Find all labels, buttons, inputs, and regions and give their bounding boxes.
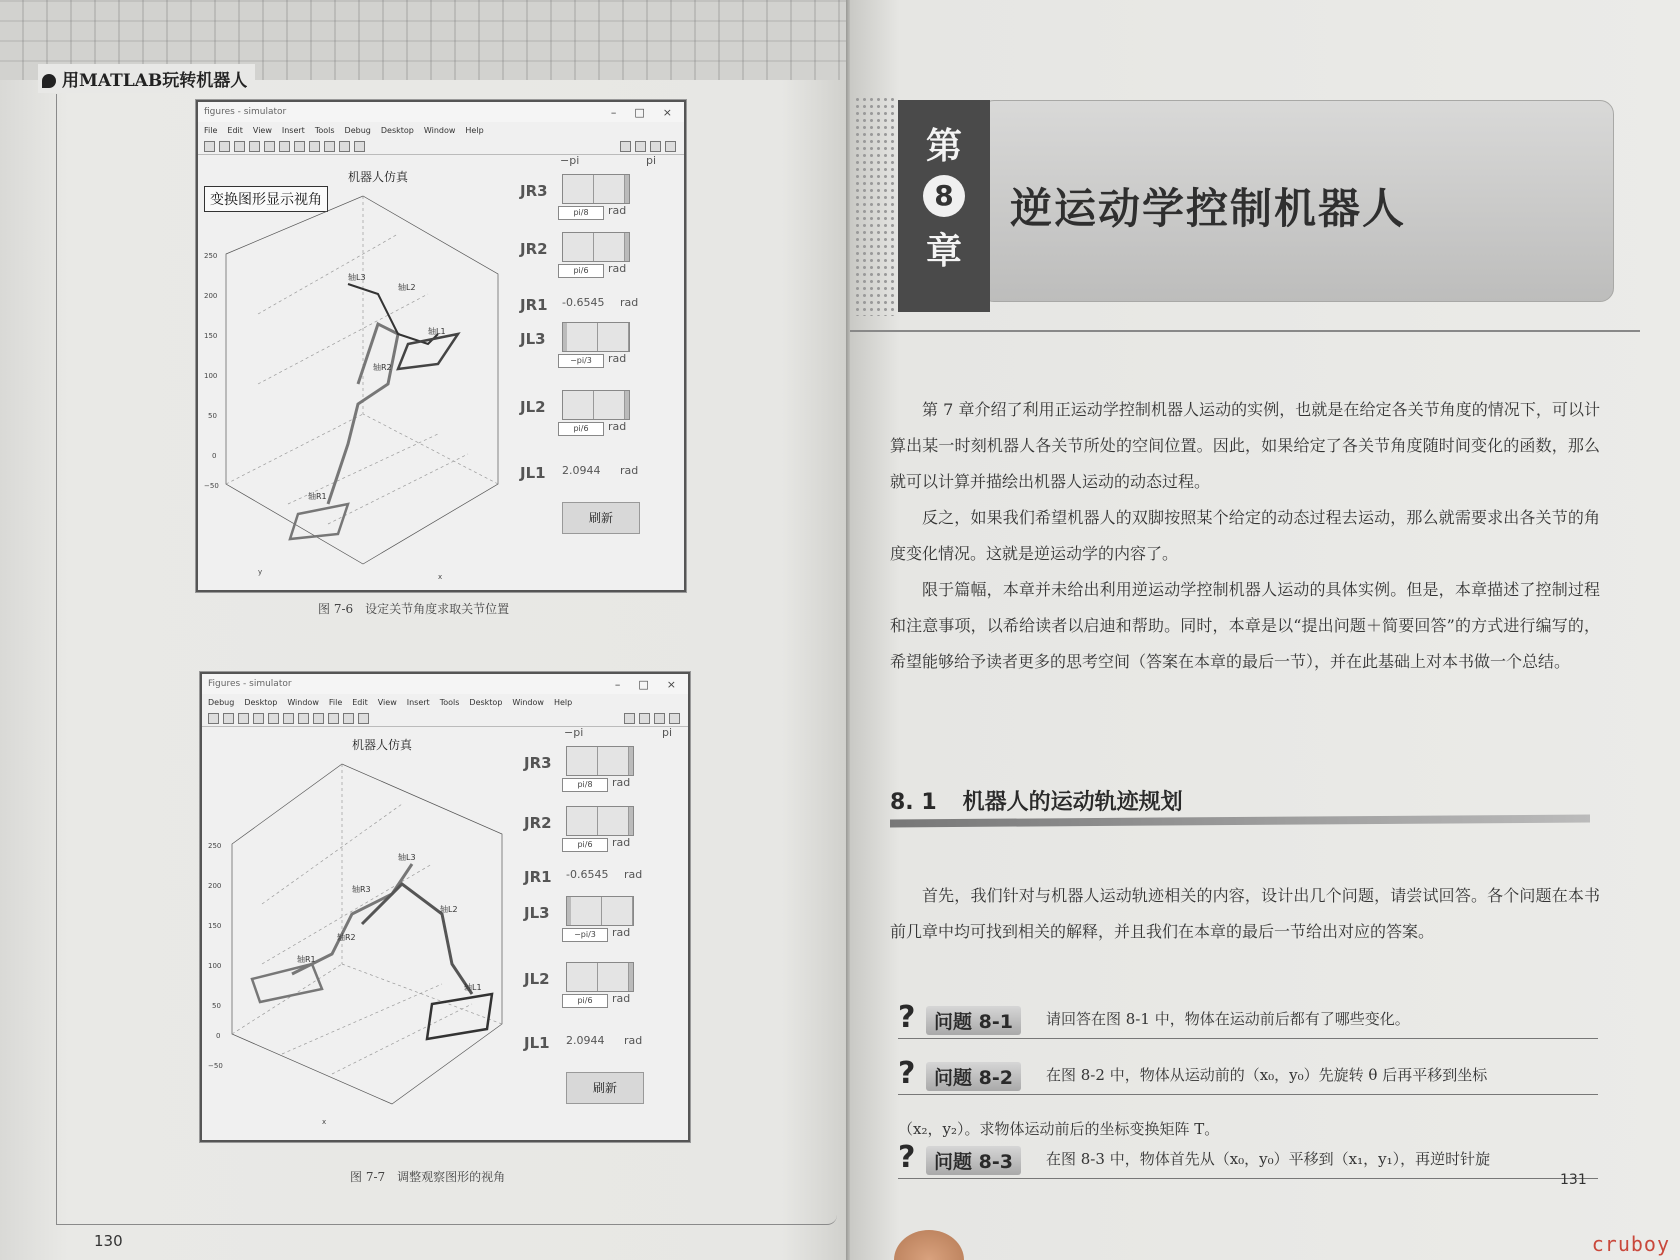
pan-icon[interactable]	[309, 141, 320, 152]
svg-text:0: 0	[216, 1032, 221, 1040]
range-max: pi	[662, 726, 673, 739]
tile-icon[interactable]	[635, 141, 646, 152]
question-8-1	[898, 1000, 1598, 1039]
svg-text:轴R1: 轴R1	[297, 955, 316, 964]
svg-text:150: 150	[208, 922, 222, 930]
layout-icon[interactable]	[624, 713, 635, 724]
zoom-in-icon[interactable]	[279, 141, 290, 152]
joint-label: JL1	[524, 1034, 550, 1052]
svg-text:150: 150	[204, 332, 218, 340]
svg-text:−50: −50	[208, 1062, 223, 1070]
question-8-3	[898, 1140, 1598, 1179]
jl2-value-field[interactable]: pi/6	[558, 422, 604, 436]
menu-help[interactable]: Help	[465, 125, 484, 135]
robot-3d-plot[interactable]	[198, 184, 528, 584]
svg-text:轴R3: 轴R3	[352, 885, 371, 894]
zoom-out-icon[interactable]	[294, 141, 305, 152]
pointer-icon[interactable]	[264, 141, 275, 152]
jr3-slider[interactable]	[562, 174, 630, 204]
unit-label: rad	[612, 992, 631, 1005]
jr1-readout: -0.6545	[566, 868, 609, 881]
joint-label: JR3	[524, 754, 552, 772]
refresh-button[interactable]: 刷新	[562, 502, 640, 534]
window-titlebar	[202, 674, 688, 694]
jr2-slider[interactable]	[566, 806, 634, 836]
joint-label: JL3	[524, 904, 550, 922]
svg-text:轴L1: 轴L1	[428, 327, 446, 336]
unit-label: rad	[608, 420, 627, 433]
svg-text:轴L2: 轴L2	[440, 905, 458, 914]
menu-desktop[interactable]: Desktop	[244, 697, 278, 707]
undock-icon[interactable]	[669, 713, 680, 724]
intro-paragraph: 第 7 章介绍了利用正运动学控制机器人运动的实例，也就是在给定各关节角度的情况下，可以计算出某一时刻机器人各关节所处的空间位置。因此，如果给定了各关节角度随时间变化的函数，那么就可以计算并描绘出机器人运动的动态过程。	[890, 400, 1600, 491]
tile-icon[interactable]	[639, 713, 650, 724]
unit-label: rad	[608, 262, 627, 275]
watermark: cruboy	[1591, 1232, 1670, 1256]
menu-debug[interactable]: Debug	[344, 125, 371, 135]
question-8-2-continuation: （x₂，y₂）。求物体运动前后的坐标变换矩阵 T。	[898, 1120, 1220, 1138]
menu-desktop[interactable]: Desktop	[380, 125, 414, 135]
joint-row-jr2	[524, 806, 664, 866]
book-title-text: 用MATLAB玩转机器人	[62, 71, 248, 91]
menu-tools[interactable]: Tools	[314, 125, 335, 135]
svg-text:−50: −50	[204, 482, 219, 490]
jl1-readout: 2.0944	[566, 1034, 605, 1047]
jl2-slider[interactable]	[566, 962, 634, 992]
brush-icon[interactable]	[358, 713, 369, 724]
joint-label: JR1	[520, 296, 548, 314]
data-cursor-icon[interactable]	[343, 713, 354, 724]
section-paragraph: 首先，我们针对与机器人运动轨迹相关的内容，设计出几个问题，请尝试回答。各个问题在本书前几章中均可找到相关的解释，并且我们在本章的最后一节给出对应的答案。	[890, 886, 1600, 941]
figure-window-1	[196, 100, 686, 592]
jr3-slider[interactable]	[566, 746, 634, 776]
question-mark-icon: ?	[898, 1000, 916, 1035]
open-icon[interactable]	[223, 713, 234, 724]
save-icon[interactable]	[234, 141, 245, 152]
unit-label: rad	[608, 204, 627, 217]
joint-labels	[308, 272, 446, 501]
unit-label: rad	[612, 776, 631, 789]
jl1-readout: 2.0944	[562, 464, 601, 477]
section-heading	[890, 785, 1183, 816]
robot-links	[252, 864, 492, 1039]
figure-caption-7-7: 图 7-7 调整观察图形的视角	[350, 1170, 506, 1184]
question-text: 请回答在图 8-1 中，物体在运动前后都有了哪些变化。	[1046, 1010, 1410, 1028]
range-max: pi	[646, 154, 657, 167]
layout-icon[interactable]	[620, 141, 631, 152]
joint-control-panel	[520, 154, 680, 584]
rotate-3d-icon[interactable]	[328, 713, 339, 724]
joint-label: JL3	[520, 330, 546, 348]
unit-label: rad	[620, 296, 639, 309]
question-text: 在图 8-3 中，物体首先从（x₀，y₀）平移到（x₁，y₁），再逆时针旋	[1046, 1150, 1491, 1168]
unit-label: rad	[620, 464, 639, 477]
chapter-char-1: 第	[925, 125, 962, 167]
figure-toolbar	[202, 710, 688, 727]
robot-3d-plot[interactable]	[202, 754, 532, 1134]
jl2-slider[interactable]	[562, 390, 630, 420]
joint-row-jl3	[524, 896, 664, 956]
jr2-slider[interactable]	[562, 232, 630, 262]
joint-label: JL2	[520, 398, 546, 416]
menu-bar	[202, 694, 688, 710]
zoom-in-icon[interactable]	[283, 713, 294, 724]
menu-window[interactable]: Window	[287, 697, 319, 707]
print-icon[interactable]	[249, 141, 260, 152]
new-figure-icon[interactable]	[204, 141, 215, 152]
chapter-tab	[898, 100, 990, 312]
refresh-button[interactable]: 刷新	[566, 1072, 644, 1104]
svg-text:y: y	[258, 568, 263, 576]
joint-label: JL2	[524, 970, 550, 988]
joint-row-jr2	[520, 232, 660, 292]
question-8-2	[898, 1056, 1598, 1095]
jl3-slider[interactable]	[566, 896, 634, 926]
question-label: 问题 8-1	[926, 1006, 1021, 1035]
section-text	[890, 878, 1600, 950]
print-icon[interactable]	[253, 713, 264, 724]
jr2-value-field[interactable]: pi/6	[558, 264, 604, 278]
joint-label: JR2	[520, 240, 548, 258]
joint-row-jl2	[520, 390, 660, 450]
menu-debug[interactable]: Debug	[208, 697, 235, 707]
unit-label: rad	[612, 836, 631, 849]
svg-text:x: x	[438, 573, 443, 581]
plot-title: 机器人仿真	[352, 738, 413, 752]
svg-text:轴R2: 轴R2	[337, 933, 356, 942]
svg-text:200: 200	[204, 292, 218, 300]
joint-label: JL1	[520, 464, 546, 482]
question-label: 问题 8-3	[926, 1146, 1021, 1175]
rotate-3d-icon[interactable]	[324, 141, 335, 152]
svg-text:轴L2: 轴L2	[398, 283, 416, 292]
brush-icon[interactable]	[354, 141, 365, 152]
chapter-char-2: 章	[925, 230, 962, 272]
menu-window-2[interactable]: Window	[512, 697, 544, 707]
menu-file[interactable]: File	[328, 697, 343, 707]
svg-text:轴L3: 轴L3	[348, 273, 366, 282]
menu-view[interactable]: View	[252, 125, 272, 135]
figure-toolbar	[198, 138, 684, 155]
maximize-icon[interactable]: □	[634, 105, 645, 119]
maximize-icon[interactable]: □	[638, 677, 649, 691]
page-number-left: 130	[94, 1232, 123, 1250]
svg-text:200: 200	[208, 882, 222, 890]
chapter-rule	[850, 330, 1640, 332]
joint-row-jr3	[520, 174, 660, 234]
minimize-icon[interactable]: –	[610, 105, 617, 119]
section-title: 机器人的运动轨迹规划	[962, 790, 1183, 815]
joint-label: JR1	[524, 868, 552, 886]
minimize-icon[interactable]: –	[614, 677, 621, 691]
svg-text:0: 0	[212, 452, 217, 460]
finger-photo-shape	[894, 1230, 964, 1260]
figure-caption-7-6: 图 7-6 设定关节角度求取关节位置	[318, 602, 510, 616]
new-figure-icon[interactable]	[208, 713, 219, 724]
joint-label: JR2	[524, 814, 552, 832]
menu-tools[interactable]: Tools	[439, 697, 460, 707]
unit-label: rad	[624, 1034, 643, 1047]
undock-icon[interactable]	[665, 141, 676, 152]
question-mark-icon: ?	[898, 1140, 916, 1175]
joint-control-panel	[524, 726, 684, 1136]
menu-bar	[198, 122, 684, 138]
close-icon[interactable]: ×	[666, 677, 676, 691]
section-number: 8. 1	[890, 790, 937, 815]
pan-icon[interactable]	[313, 713, 324, 724]
window-titlebar	[198, 102, 684, 122]
pointer-icon[interactable]	[268, 713, 279, 724]
axis-ticks	[208, 842, 326, 1126]
intro-paragraph: 限于篇幅，本章并未给出利用逆运动学控制机器人运动的具体实例。但是，本章描述了控制过程和注意事项，以希给读者以启迪和帮助。同时，本章是以“提出问题＋简要回答”的方式进行编写的，希望能够给予读者更多的思考空间（答案在本章的最后一节），并在此基础上对本书做一个总结。	[890, 580, 1600, 671]
jl2-value-field[interactable]: pi/6	[562, 994, 608, 1008]
menu-edit[interactable]: Edit	[352, 697, 368, 707]
jr1-readout: -0.6545	[562, 296, 605, 309]
svg-text:50: 50	[212, 1002, 221, 1010]
intro-paragraph: 反之，如果我们希望机器人的双脚按照某个给定的动态过程去运动，那么就需要求出各关节的角度变化情况。这就是逆运动学的内容了。	[890, 508, 1600, 563]
joint-row-jr3	[524, 746, 664, 806]
jl3-value-field[interactable]: −pi/3	[562, 928, 608, 942]
split-icon[interactable]	[654, 713, 665, 724]
jr3-value-field[interactable]: pi/8	[558, 206, 604, 220]
split-icon[interactable]	[650, 141, 661, 152]
svg-text:轴R2: 轴R2	[373, 363, 392, 372]
menu-edit[interactable]: Edit	[227, 125, 243, 135]
svg-text:250: 250	[208, 842, 222, 850]
joint-row-jl3	[520, 322, 660, 382]
save-icon[interactable]	[238, 713, 249, 724]
menu-view[interactable]: View	[377, 697, 397, 707]
menu-desktop-2[interactable]: Desktop	[469, 697, 503, 707]
jl3-value-field[interactable]: −pi/3	[558, 354, 604, 368]
joint-label: JR3	[520, 182, 548, 200]
joint-labels	[297, 852, 482, 992]
jl3-slider[interactable]	[562, 322, 630, 352]
svg-text:50: 50	[208, 412, 217, 420]
question-mark-icon: ?	[898, 1056, 916, 1091]
right-page	[850, 0, 1680, 1260]
zoom-out-icon[interactable]	[298, 713, 309, 724]
range-min: −pi	[564, 726, 584, 739]
menu-window[interactable]: Window	[423, 125, 456, 135]
open-icon[interactable]	[219, 141, 230, 152]
menu-help[interactable]: Help	[553, 697, 573, 707]
svg-text:100: 100	[204, 372, 218, 380]
leaf-logo-icon	[42, 74, 56, 88]
chapter-number-badge: 8	[923, 175, 965, 217]
question-label: 问题 8-2	[926, 1062, 1021, 1091]
question-text: 在图 8-2 中，物体从运动前的（x₀，y₀）先旋转 θ 后再平移到坐标	[1046, 1066, 1488, 1084]
svg-text:x: x	[322, 1118, 327, 1126]
chapter-title: 逆运动学控制机器人	[1010, 184, 1407, 233]
menu-insert[interactable]: Insert	[281, 125, 305, 135]
jr3-value-field[interactable]: pi/8	[562, 778, 608, 792]
svg-text:250: 250	[204, 252, 218, 260]
window-title: Figures - simulator	[208, 679, 292, 689]
plot-title: 机器人仿真	[348, 170, 409, 184]
svg-text:轴L3: 轴L3	[398, 853, 416, 862]
axis-ticks	[204, 252, 442, 581]
window-title: figures - simulator	[204, 107, 287, 117]
close-icon[interactable]: ×	[662, 105, 672, 119]
menu-insert[interactable]: Insert	[406, 697, 430, 707]
range-min: −pi	[560, 154, 580, 167]
svg-text:轴R1: 轴R1	[308, 492, 327, 501]
joint-row-jl2	[524, 962, 664, 1022]
data-cursor-icon[interactable]	[339, 141, 350, 152]
svg-text:100: 100	[208, 962, 222, 970]
callout-change-view: 变换图形显示视角	[204, 186, 328, 212]
figure-window-2	[200, 672, 690, 1142]
menu-file[interactable]: File	[204, 125, 218, 135]
section-underline	[890, 815, 1590, 828]
intro-text	[890, 392, 1600, 680]
unit-label: rad	[612, 926, 631, 939]
dot-pattern	[854, 96, 898, 316]
page-number-right: 131	[1560, 1172, 1587, 1188]
jr2-value-field[interactable]: pi/6	[562, 838, 608, 852]
unit-label: rad	[608, 352, 627, 365]
book-title	[38, 64, 255, 93]
svg-text:轴L1: 轴L1	[464, 983, 482, 992]
unit-label: rad	[624, 868, 643, 881]
